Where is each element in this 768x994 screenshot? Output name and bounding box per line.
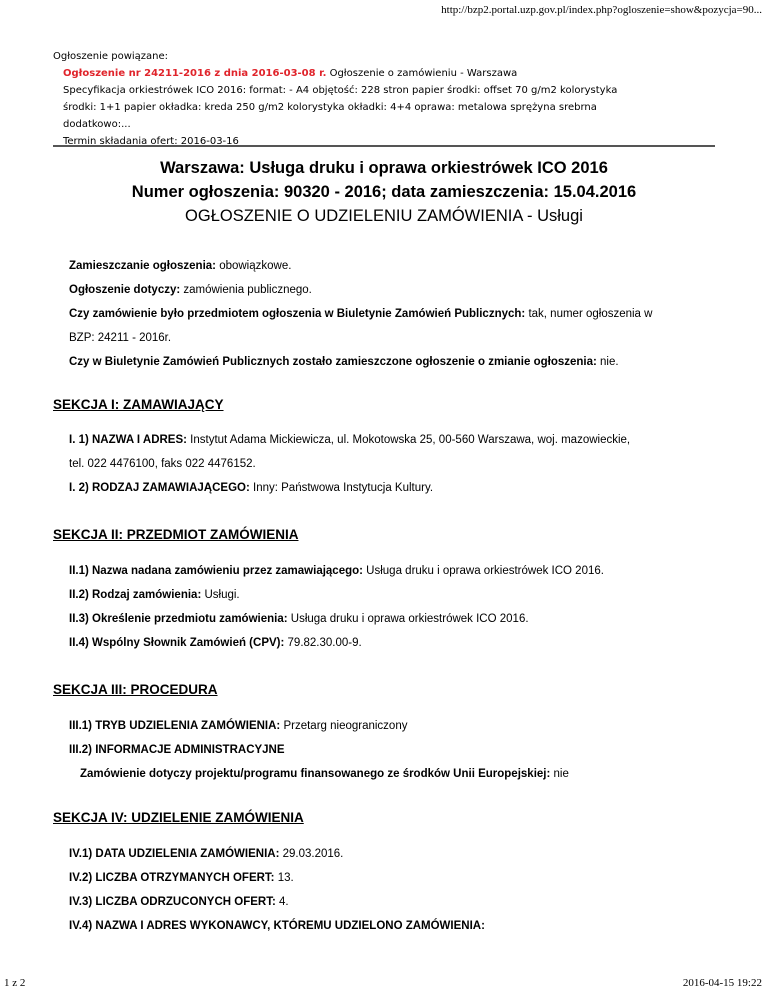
section-line (69, 482, 433, 494)
field-label: Zamieszczanie ogłoszenia: (69, 260, 216, 272)
related-link-line (63, 65, 713, 82)
intro-line (69, 260, 291, 272)
related-spec-line: dodatkowo:... (63, 119, 131, 130)
related-notice-link[interactable]: Ogłoszenie nr 24211-2016 z dnia 2016-03-08 r. (63, 68, 327, 79)
field-value: 29.03.2016. (279, 848, 344, 860)
section-line (69, 744, 285, 756)
field-label: II.2) Rodzaj zamówienia: (69, 589, 202, 601)
section-line (80, 768, 569, 780)
field-label: IV.4) NAZWA I ADRES WYKONAWCY, KTÓREMU UDZIELONO ZAMÓWIENIA: (69, 920, 485, 932)
field-value: nie. (596, 356, 619, 368)
field-value: Inny: Państwowa Instytucja Kultury. (249, 482, 434, 494)
field-value: Usługi. (201, 589, 240, 601)
field-value: Instytut Adama Mickiewicza, ul. Mokotowska 25, 00-560 Warszawa, woj. mazowieckie, (186, 434, 631, 446)
field-label: II.4) Wspólny Słownik Zamówień (CPV): (69, 637, 285, 649)
section-line (69, 896, 289, 908)
section-heading: SEKCJA III: PROCEDURA (53, 682, 218, 697)
section-heading: SEKCJA I: ZAMAWIAJĄCY (53, 397, 224, 412)
section-line (69, 872, 294, 884)
field-label: Czy w Biuletynie Zamówień Publicznych zostało zamieszczone ogłoszenie o zmianie ogłoszenia: (69, 356, 597, 368)
field-value: 4. (275, 896, 289, 908)
related-spec-line: Specyfikacja orkiestrówek ICO 2016: format: - A4 objętość: 228 stron papier środki: offset 70 g/m2 kolorystyka (63, 85, 618, 96)
field-value: Przetarg nieograniczony (280, 720, 408, 732)
section-line-cont: tel. 022 4476100, faks 022 4476152. (69, 458, 256, 470)
intro-line (69, 356, 619, 368)
field-label: Czy zamówienie było przedmiotem ogłoszenia w Biuletynie Zamówień Publicznych: (69, 308, 526, 320)
field-label: Ogłoszenie dotyczy: (69, 284, 181, 296)
field-value: 79.82.30.00-9. (284, 637, 362, 649)
print-datetime: 2016-04-15 19:22 (682, 977, 762, 989)
field-value: obowiązkowe. (216, 260, 292, 272)
related-heading: Ogłoszenie powiązane: (53, 51, 169, 62)
intro-line-cont: BZP: 24211 - 2016r. (69, 332, 172, 344)
field-value: Usługa druku i oprawa orkiestrówek ICO 2016. (287, 613, 529, 625)
field-value: Usługa druku i oprawa orkiestrówek ICO 2016. (362, 565, 604, 577)
section-line (69, 720, 407, 732)
section-heading: SEKCJA II: PRZEDMIOT ZAMÓWIENIA (53, 527, 299, 542)
intro-line (69, 284, 312, 296)
field-label: IV.3) LICZBA ODRZUCONYCH OFERT: (69, 896, 276, 908)
title-divider (53, 145, 715, 147)
notice-number: Numer ogłoszenia: 90320 - 2016; data zamieszczenia: 15.04.2016 (131, 183, 637, 201)
related-spec-line: środki: 1+1 papier okładka: kreda 250 g/m2 kolorystyka okładki: 4+4 oprawa: metalowa sprężyna srebrna (63, 102, 597, 113)
field-label: III.2) INFORMACJE ADMINISTRACYJNE (69, 744, 285, 756)
section-line (69, 565, 604, 577)
field-value: tak, numer ogłoszenia w (525, 308, 653, 320)
page-counter: 1 z 2 (4, 977, 26, 989)
field-label: Zamówienie dotyczy projektu/programu finansowanego ze środków Unii Europejskiej: (80, 768, 551, 780)
notice-title-block (53, 156, 715, 228)
section-line (69, 637, 362, 649)
section-line (69, 613, 529, 625)
section-line (69, 848, 343, 860)
notice-title: Warszawa: Usługa druku i oprawa orkiestrówek ICO 2016 (160, 159, 608, 177)
field-label: IV.2) LICZBA OTRZYMANYCH OFERT: (69, 872, 275, 884)
related-link-suffix: Ogłoszenie o zamówieniu - Warszawa (326, 68, 518, 79)
section-line (69, 920, 485, 932)
related-box (53, 65, 713, 150)
print-header-url: http://bzp2.portal.uzp.gov.pl/index.php?ogloszenie=show&pozycja=90... (441, 4, 762, 16)
field-label: II.1) Nazwa nadana zamówieniu przez zamawiającego: (69, 565, 363, 577)
field-label: II.3) Określenie przedmiotu zamówienia: (69, 613, 288, 625)
field-label: I. 2) RODZAJ ZAMAWIAJĄCEGO: (69, 482, 250, 494)
field-value: zamówienia publicznego. (180, 284, 312, 296)
section-heading: SEKCJA IV: UDZIELENIE ZAMÓWIENIA (53, 810, 304, 825)
related-deadline: Termin składania ofert: 2016-03-16 (63, 136, 239, 147)
field-label: IV.1) DATA UDZIELENIA ZAMÓWIENIA: (69, 848, 280, 860)
section-line (69, 589, 240, 601)
field-value: 13. (274, 872, 294, 884)
field-label: III.1) TRYB UDZIELENIA ZAMÓWIENIA: (69, 720, 281, 732)
notice-type: OGŁOSZENIE O UDZIELENIU ZAMÓWIENIA - Usługi (185, 207, 583, 225)
field-label: I. 1) NAZWA I ADRES: (69, 434, 187, 446)
related-notice (53, 48, 713, 150)
field-value: nie (550, 768, 569, 780)
intro-line (69, 308, 652, 320)
section-line (69, 434, 630, 446)
